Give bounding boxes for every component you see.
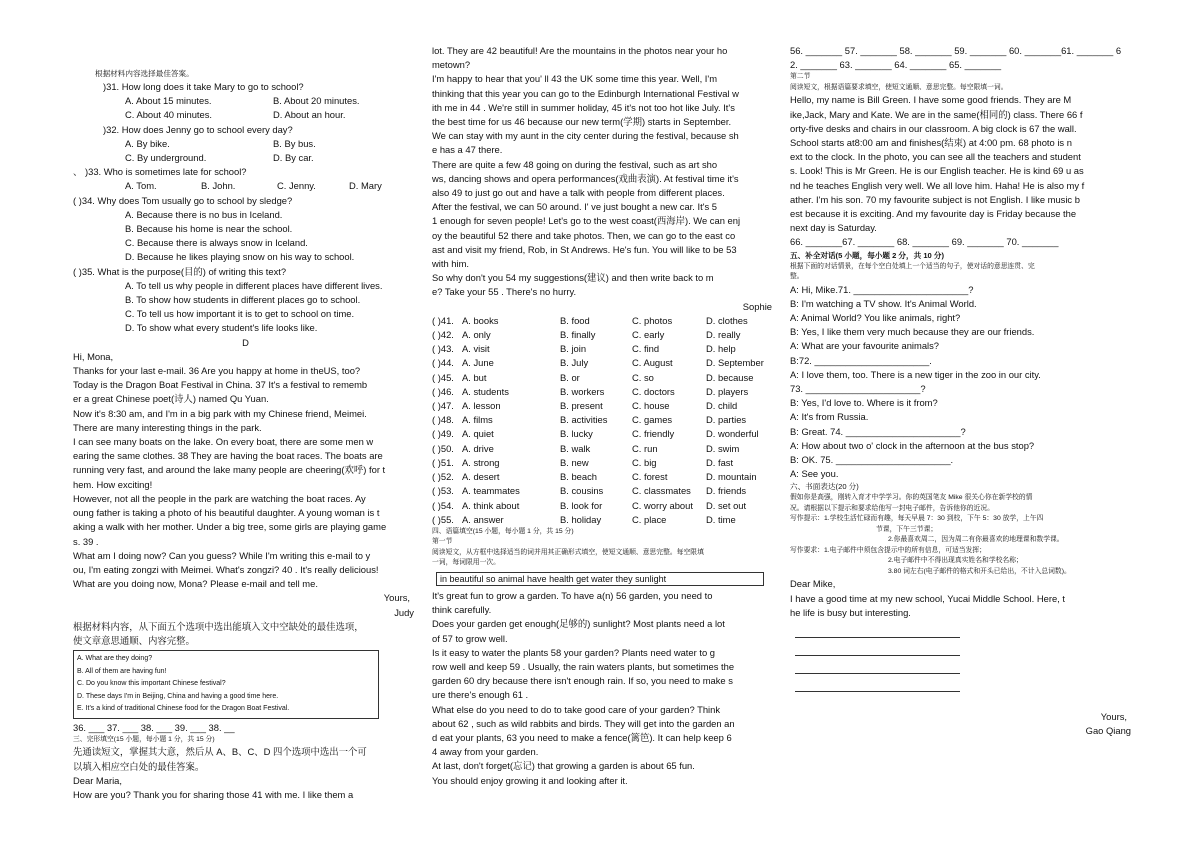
subsection-heading: 第二节 bbox=[790, 73, 811, 81]
email-greeting: Dear Mike, bbox=[790, 578, 836, 590]
option[interactable]: B. John. bbox=[201, 180, 236, 192]
passage-line: Is it easy to water the plants 58 your garden? Plants need water to g bbox=[432, 646, 715, 658]
answer-blanks-36-40[interactable]: 36. ___ 37. ___ 38. ___ 39. ___ 38. __ bbox=[73, 721, 235, 733]
q31-options bbox=[73, 94, 418, 122]
writing-line[interactable] bbox=[795, 620, 960, 638]
option[interactable]: C. doctors bbox=[632, 385, 675, 397]
option[interactable]: D. parties bbox=[706, 414, 747, 426]
passage-line: 1 enough for seven people! Let's go to the west coast(西海岸). We can enj bbox=[432, 215, 741, 227]
question-31: )31. How long does it take Mary to go to school? bbox=[103, 81, 304, 92]
passage-line: nd he teaches English very well. We all love him. Haha! He is also my f bbox=[790, 179, 1085, 191]
writing-line[interactable] bbox=[795, 674, 960, 692]
bill-green-passage bbox=[790, 93, 1135, 235]
option[interactable]: B. beach bbox=[560, 471, 598, 483]
passage-line: also 49 to just go out and have a talk with people from different places. bbox=[432, 187, 725, 199]
letter-line: How are you? Thank you for sharing those 41 with me. I like them a bbox=[73, 788, 354, 800]
question-number: ( )42. bbox=[432, 329, 454, 341]
passage-line: of 57 to grow well. bbox=[432, 632, 508, 644]
option[interactable]: C. August bbox=[632, 357, 673, 369]
answer-row bbox=[432, 513, 772, 527]
dialogue-line: 73. ______________________? bbox=[790, 383, 926, 395]
passage-line: metown? bbox=[432, 59, 471, 71]
option[interactable]: C. classmates bbox=[632, 485, 691, 497]
answer-row bbox=[432, 470, 772, 484]
option[interactable]: B. finally bbox=[560, 329, 596, 341]
letter-greeting: Dear Maria, bbox=[73, 774, 122, 786]
section-3-heading: 三、完形填空(15 小题，每小题 1 分，共 15 分) bbox=[73, 735, 215, 743]
option[interactable]: A. By bike. bbox=[125, 137, 170, 149]
dialogue-line: B: Yes, I like them very much because they are our friends. bbox=[790, 326, 1035, 338]
writing-line[interactable] bbox=[795, 638, 960, 656]
passage-line: orty-five desks and chairs in our classroom. A big clock is 67 the wall. bbox=[790, 122, 1077, 134]
answer-row bbox=[432, 413, 772, 427]
option[interactable]: A. books bbox=[462, 314, 499, 326]
option[interactable]: D. clothes bbox=[706, 314, 748, 326]
letter-line: Hi, Mona, bbox=[73, 350, 114, 362]
instruction-line: 先通读短文，掌握其大意，然后从 A、B、C、D 四个选项中选出一个可 bbox=[73, 746, 367, 758]
email-intro: I have a good time at my new school, Yucai Middle School. Here, t bbox=[790, 592, 1065, 604]
passage-line: thinking that this year you can go to the Edinburgh International Festival w bbox=[432, 87, 739, 99]
answer-options-table bbox=[432, 314, 772, 527]
option[interactable]: A. visit bbox=[462, 343, 490, 355]
option[interactable]: B. By bus. bbox=[273, 137, 316, 149]
answer-row bbox=[432, 342, 772, 356]
passage-line: School starts at8:00 am and finishes(结束) at 4:00 pm. 68 photo is n bbox=[790, 137, 1072, 149]
option[interactable]: D. child bbox=[706, 400, 738, 412]
question-number: ( )41. bbox=[432, 314, 454, 326]
passage-line: garden 60 dry because there isn't enough rain. If so, you need to make s bbox=[432, 675, 733, 687]
option[interactable]: A. students bbox=[462, 385, 509, 397]
writing-hint: 节课，下午三节课； bbox=[876, 525, 938, 533]
instruction-line: 整。 bbox=[790, 273, 804, 281]
option[interactable]: C. house bbox=[632, 400, 670, 412]
writing-requirement: 写作要求：1.电子邮件中须包含提示中的所有信息，可适当发挥； bbox=[790, 546, 986, 554]
passage-line: At last, don't forget(忘记) that growing a garden is about 65 fun. bbox=[432, 760, 695, 772]
instruction-line: 使文章意思通顺、内容完整。 bbox=[73, 634, 195, 646]
letter-line: aking a walk with her mother. Under a big tree, some girls are playing game bbox=[73, 521, 387, 533]
email-closing: Yours, bbox=[1100, 711, 1127, 723]
option[interactable]: A. but bbox=[462, 371, 487, 383]
passage-line: We can stay with my aunt in the city center during the festival, because sh bbox=[432, 130, 739, 142]
option[interactable]: A. To tell us why people in different places have different lives. bbox=[125, 279, 383, 291]
reading-instruction: 根据材料内容选择最佳答案。 bbox=[95, 69, 194, 78]
box-option: E. It's a kind of traditional Chinese food for the Dragon Boat Festival. bbox=[77, 705, 290, 713]
passage-line: row well and keep 59 . Usually, the rain waters plants, but sometimes the bbox=[432, 660, 735, 672]
instruction-line: 阅读短文，从方框中选择适当的词并用其正确形式填空，使短文通顺、意思完整。每空限填 bbox=[432, 548, 704, 556]
section-6-heading: 六、书面表达(20 分) bbox=[790, 482, 859, 492]
option-box bbox=[73, 650, 379, 719]
passage-line: ext to the clock. In the photo, you can see all the teachers and student bbox=[790, 151, 1081, 163]
letter-line: oung father is taking a photo of his beautiful daughter. A young woman is t bbox=[73, 507, 380, 519]
option[interactable]: C. By underground. bbox=[125, 152, 207, 164]
option[interactable]: C. Jenny. bbox=[277, 180, 316, 192]
column-middle bbox=[432, 44, 772, 788]
passage-line: ast and visit my friend, Rob, in St Andrews. He's fun. You will like to be 53 bbox=[432, 243, 737, 255]
passage-line: I'm happy to hear that you' ll 43 the UK some time this year. Well, I'm bbox=[432, 73, 718, 85]
letter-line: s. 39 . bbox=[73, 535, 99, 547]
option[interactable]: D. really bbox=[706, 329, 741, 341]
option[interactable]: C. To tell us how important it is to get to school on time. bbox=[125, 308, 355, 320]
answer-row bbox=[432, 328, 772, 342]
question-number: ( )44. bbox=[432, 357, 454, 369]
passage-line: oy the beautiful 52 there and take photos. Then, we can go to the east co bbox=[432, 229, 736, 241]
dialogue-line: B: Yes, I'd love to. Where is it from? bbox=[790, 397, 938, 409]
option[interactable]: A. only bbox=[462, 329, 491, 341]
letter-line: er a great Chinese poet(诗人) named Qu Yuan. bbox=[73, 393, 269, 405]
option[interactable]: B. new bbox=[560, 456, 589, 468]
option[interactable]: D. fast bbox=[706, 456, 734, 468]
option[interactable]: B. July bbox=[560, 357, 589, 369]
option[interactable]: D. wonderful bbox=[706, 428, 759, 440]
option[interactable]: C. friendly bbox=[632, 428, 675, 440]
letter-line: Now it's 8:30 am, and I'm in a big park with my Chinese friend, Meimei. bbox=[73, 407, 367, 419]
cloze-passage bbox=[432, 44, 772, 300]
option[interactable]: B. cousins bbox=[560, 485, 604, 497]
passage-line: think carefully. bbox=[432, 604, 492, 616]
letter-line: There are many interesting things in the park. bbox=[73, 421, 262, 433]
passage-line: ather. I'm his son. 70 my favourite subject is not English. I like music b bbox=[790, 193, 1080, 205]
letter-line: hem. How exciting! bbox=[73, 478, 153, 490]
question-number: ( )45. bbox=[432, 371, 454, 383]
option[interactable]: A. Tom. bbox=[125, 180, 157, 192]
question-32: )32. How does Jenny go to school every day? bbox=[103, 123, 293, 135]
option[interactable]: B. To show how students in different places go to school. bbox=[125, 294, 361, 306]
email-signature: Gao Qiang bbox=[1085, 725, 1131, 737]
option[interactable]: D. mountain bbox=[706, 471, 757, 483]
instruction-line: 一词，每词限用一次。 bbox=[432, 559, 500, 567]
option[interactable]: D. September bbox=[706, 357, 764, 369]
letter-line: Thanks for your last e-mail. 36 Are you happy at home in theUS, too? bbox=[73, 365, 361, 377]
option[interactable]: B. Because his home is near the school. bbox=[125, 223, 293, 235]
passage-line: Does your garden get enough(足够的) sunlight? Most plants need a lot bbox=[432, 618, 725, 630]
passage-line: After the festival, we can 50 around. I' ve just bought a new car. It's 5 bbox=[432, 201, 717, 213]
subsection-heading: 第一节 bbox=[432, 538, 453, 546]
passage-line: What else do you need to do to take good care of your garden? Think bbox=[432, 703, 721, 715]
option[interactable]: A. June bbox=[462, 357, 494, 369]
box-option: B. All of them are having fun! bbox=[77, 667, 167, 675]
option[interactable]: A. strong bbox=[462, 456, 500, 468]
option[interactable]: B. join bbox=[560, 343, 587, 355]
passage-line: lot. They are 42 beautiful! Are the mountains in the photos near your ho bbox=[432, 45, 728, 56]
option[interactable]: B. or bbox=[560, 371, 580, 383]
answer-blanks-62-65[interactable]: 2. _______ 63. _______ 64. _______ 65. _______ bbox=[790, 59, 1002, 71]
passage-line: Hello, my name is Bill Green. I have some good friends. They are M bbox=[790, 94, 1072, 106]
option[interactable]: B. food bbox=[560, 314, 590, 326]
option[interactable]: B. look for bbox=[560, 499, 603, 511]
section-4-heading: 四、语篇填空(15 小题，每小题 1 分，共 15 分) bbox=[432, 527, 574, 535]
question-number: ( )46. bbox=[432, 385, 454, 397]
option[interactable]: D. friends bbox=[706, 485, 747, 497]
passage-line: ws, dancing shows and opera performances(戏曲表演). At festival time it's bbox=[432, 172, 739, 184]
passage-line: e? Take your 55 . There's no hurry. bbox=[432, 286, 577, 298]
letter-line: earing the same clothes. 38 They are having the boat races. The boats are bbox=[73, 450, 383, 462]
passage-line: So why don't you 54 my suggestions(建议) and then write back to m bbox=[432, 272, 714, 284]
section-5-heading: 五、补全对话(5 小题，每小题 2 分，共 10 分) bbox=[790, 250, 944, 260]
letter-line: What am I doing now? Can you guess? While I'm writing this e-mail to y bbox=[73, 549, 371, 561]
answer-row bbox=[432, 499, 772, 513]
option[interactable]: B. activities bbox=[560, 414, 608, 426]
option[interactable]: D. because bbox=[706, 371, 754, 383]
question-number: ( )50. bbox=[432, 442, 454, 454]
answer-row bbox=[432, 314, 772, 328]
question-number: ( )54. bbox=[432, 499, 454, 511]
writing-requirement: 2.电子邮件中不得出现真实姓名和学校名称； bbox=[888, 557, 1023, 565]
dialogue-line: A: See you. bbox=[790, 468, 839, 480]
passage-line: 4 away from your garden. bbox=[432, 746, 539, 758]
question-number: ( )51. bbox=[432, 456, 454, 468]
option[interactable]: A. Because there is no bus in Iceland. bbox=[125, 208, 283, 220]
option[interactable]: A. quiet bbox=[462, 428, 494, 440]
dialogue-line: A: Hi, Mike.71. ______________________? bbox=[790, 283, 974, 295]
option[interactable]: D. swim bbox=[706, 442, 740, 454]
dialogue-line: B:72. ______________________. bbox=[790, 354, 932, 366]
column-left bbox=[73, 44, 418, 802]
option[interactable]: C. big bbox=[632, 456, 657, 468]
writing-line[interactable] bbox=[795, 656, 960, 674]
passage-line: ure there's enough 61 . bbox=[432, 689, 529, 701]
question-number: ( )43. bbox=[432, 343, 454, 355]
option[interactable]: C. forest bbox=[632, 471, 668, 483]
dialogue-line: B: Great. 74. ______________________? bbox=[790, 425, 966, 437]
option[interactable]: A. drive bbox=[462, 442, 494, 454]
passage-line: about 62 , such as wild rabbits and birds. They will get into the garden an bbox=[432, 717, 735, 729]
option[interactable]: A. teammates bbox=[462, 485, 520, 497]
option[interactable]: A. lesson bbox=[462, 400, 501, 412]
option[interactable]: D. About an hour. bbox=[273, 109, 346, 121]
letter-line: However, not all the people in the park are watching the boat races. Ay bbox=[73, 492, 366, 504]
option[interactable]: D. set out bbox=[706, 499, 747, 511]
option[interactable]: A. think about bbox=[462, 499, 520, 511]
writing-requirement: 3.80 词左右(电子邮件的格式和开头已给出，不计入总词数)。 bbox=[888, 567, 1071, 575]
passage-line: with him. bbox=[432, 258, 469, 270]
dialogue-line: A: How about two o' clock in the afternoon at the bus stop? bbox=[790, 439, 1035, 451]
letter-line: ou, I'm eating zongzi with Meimei. What's zongzi? 40 . It's really delicious! bbox=[73, 563, 379, 575]
answer-row bbox=[432, 484, 772, 498]
passage-line: the best time for us 46 because our new term(学期) starts in September. bbox=[432, 116, 732, 128]
passage-line: You should enjoy growing it and looking after it. bbox=[432, 774, 628, 786]
passage-line: s. Look! This is Mr Green. He is our English teacher. He is kind 69 u as bbox=[790, 165, 1084, 177]
word-bank-box: in beautiful so animal have health get water they sunlight bbox=[436, 572, 764, 586]
q33-options bbox=[73, 179, 418, 193]
question-33: 、 )33. Who is sometimes late for school? bbox=[73, 166, 247, 178]
option[interactable]: C. worry about bbox=[632, 499, 693, 511]
writing-hint: 2.你最喜欢周二，因为周二有你最喜欢的地理课和数学课。 bbox=[888, 536, 1064, 544]
option[interactable]: A. answer bbox=[462, 513, 504, 525]
instruction-line: 根据材料内容，从下面五个选项中选出能填入文中空缺处的最佳选项， bbox=[73, 620, 364, 632]
box-option: D. These days I'm in Beijing, China and having a good time here. bbox=[77, 692, 279, 700]
q32-options bbox=[73, 137, 418, 165]
option[interactable]: C. find bbox=[632, 343, 660, 355]
dialogue-line: A: It's from Russia. bbox=[790, 411, 869, 423]
passage-line: It's great fun to grow a garden. To have a(n) 56 garden, you need to bbox=[432, 589, 713, 601]
option[interactable]: C. games bbox=[632, 414, 673, 426]
passage-line: ike,Jack, Mary and Kate. We are in the same(相同的) class. There 66 f bbox=[790, 108, 1083, 120]
option[interactable]: B. walk bbox=[560, 442, 591, 454]
question-number: ( )49. bbox=[432, 428, 454, 440]
question-34: ( )34. Why does Tom usually go to school by sledge? bbox=[73, 194, 293, 206]
question-number: ( )53. bbox=[432, 485, 454, 497]
letter-line: running very fast, and around the lake many people are cheering(欢呼) for t bbox=[73, 464, 386, 476]
email-intro: he life is busy but interesting. bbox=[790, 606, 911, 618]
option[interactable]: D. players bbox=[706, 385, 749, 397]
passage-line: ith me in 44 . We're still in summer holiday, 45 it's not too hot like July. It's bbox=[432, 101, 735, 113]
dialogue bbox=[790, 283, 1135, 482]
passage-line: est because it is exciting. And my favourite day is Friday because the bbox=[790, 208, 1077, 220]
passage-line: next day is Saturday. bbox=[790, 222, 877, 234]
option[interactable]: B. About 20 minutes. bbox=[273, 95, 360, 107]
option[interactable]: C. early bbox=[632, 329, 665, 341]
question-number: ( )48. bbox=[432, 414, 454, 426]
answer-blanks-56-61[interactable]: 56. _______ 57. _______ 58. _______ 59. _______ 60. _______61. _______ 6 bbox=[790, 45, 1122, 56]
answer-row bbox=[432, 456, 772, 470]
dialogue-line: A: I love them, too. There is a new tiger in the zoo in our city. bbox=[790, 368, 1041, 380]
writing-lines[interactable] bbox=[790, 620, 1135, 692]
instruction-line: 阅读短文，根据语篇要求填空，使短文通顺、意思完整。每空限填一词。 bbox=[790, 83, 1008, 91]
instruction-line: 根据下面的对话情景，在每个空白处填上一个适当的句子，使对话的意思连贯、完 bbox=[790, 262, 1035, 270]
option[interactable]: C. so bbox=[632, 371, 654, 383]
option[interactable]: B. workers bbox=[560, 385, 605, 397]
option[interactable]: D. To show what every student's life looks like. bbox=[125, 322, 318, 334]
option[interactable]: C. run bbox=[632, 442, 658, 454]
passage-line: There are quite a few 48 going on during the festival, such as art sho bbox=[432, 158, 718, 170]
dialogue-line: B: I'm watching a TV show. It's Animal World. bbox=[790, 297, 977, 309]
question-number: ( )47. bbox=[432, 400, 454, 412]
answer-row bbox=[432, 399, 772, 413]
option[interactable]: D. By car. bbox=[273, 152, 314, 164]
letter-line: Today is the Dragon Boat Festival in China. 37 It's a festival to rememb bbox=[73, 379, 368, 391]
option[interactable]: B. holiday bbox=[560, 513, 602, 525]
option[interactable]: D. time bbox=[706, 513, 736, 525]
instruction-line: 假如你是高强，刚转入育才中学学习。你的英国笔友 Mike 很关心你在新学校的情 bbox=[790, 494, 1033, 502]
dialogue-line: B: OK. 75. ______________________. bbox=[790, 454, 954, 466]
section-d-heading: D bbox=[242, 336, 249, 348]
letter-signature: Judy bbox=[394, 606, 414, 618]
option[interactable]: D. help bbox=[706, 343, 736, 355]
box-option: A. What are they doing? bbox=[77, 655, 153, 663]
answer-row bbox=[432, 442, 772, 456]
letter-closing: Yours, bbox=[383, 592, 410, 604]
question-number: ( )52. bbox=[432, 471, 454, 483]
option[interactable]: C. Because there is always snow in Iceland. bbox=[125, 237, 308, 249]
option[interactable]: C. photos bbox=[632, 314, 673, 326]
letter-line: I can see many boats on the lake. On every boat, there are some men w bbox=[73, 436, 374, 448]
option[interactable]: A. About 15 minutes. bbox=[125, 95, 212, 107]
letter-signature: Sophie bbox=[742, 300, 772, 312]
option[interactable]: A. films bbox=[462, 414, 493, 426]
column-right bbox=[790, 44, 1135, 739]
writing-hint: 写作提示：1.学校生活忙碌而有趣，每天早晨 7：30 到校，下午 5：30 放学，上午四 bbox=[790, 515, 1044, 523]
instruction-line: 以填入相应空白处的最佳答案。 bbox=[73, 760, 205, 772]
option[interactable]: C. About 40 minutes. bbox=[125, 109, 213, 121]
answer-row bbox=[432, 427, 772, 441]
passage-line: e has a 47 there. bbox=[432, 144, 503, 156]
answer-row bbox=[432, 356, 772, 370]
answer-row bbox=[432, 385, 772, 399]
letter-line: What are you doing now, Mona? Please e-mail and tell me. bbox=[73, 578, 318, 590]
option[interactable]: D. Mary bbox=[349, 180, 382, 192]
dialogue-line: A: What are your favourite animals? bbox=[790, 340, 940, 352]
instruction-line: 况。请根据以下提示和要求给他写一封电子邮件，告诉他你的近况。 bbox=[790, 504, 994, 512]
letter-mona bbox=[73, 350, 418, 591]
passage-line: d eat your plants, 63 you need to make a fence(篱笆). It can help keep 6 bbox=[432, 731, 732, 743]
answer-row bbox=[432, 371, 772, 385]
option[interactable]: B. present bbox=[560, 400, 603, 412]
question-number: ( )55. bbox=[432, 513, 454, 525]
answer-blanks-66-70[interactable]: 66. _______67. _______ 68. _______ 69. _______ 70. _______ bbox=[790, 236, 1059, 248]
box-option: C. Do you know this important Chinese festival? bbox=[77, 680, 226, 688]
option[interactable]: D. Because he likes playing snow on his way to school. bbox=[125, 251, 355, 263]
option[interactable]: A. desert bbox=[462, 471, 500, 483]
garden-passage bbox=[432, 589, 772, 788]
question-35: ( )35. What is the purpose(目的) of writing this text? bbox=[73, 265, 287, 277]
dialogue-line: A: Animal World? You like animals, right? bbox=[790, 312, 961, 324]
option[interactable]: C. place bbox=[632, 513, 667, 525]
option[interactable]: B. lucky bbox=[560, 428, 593, 440]
